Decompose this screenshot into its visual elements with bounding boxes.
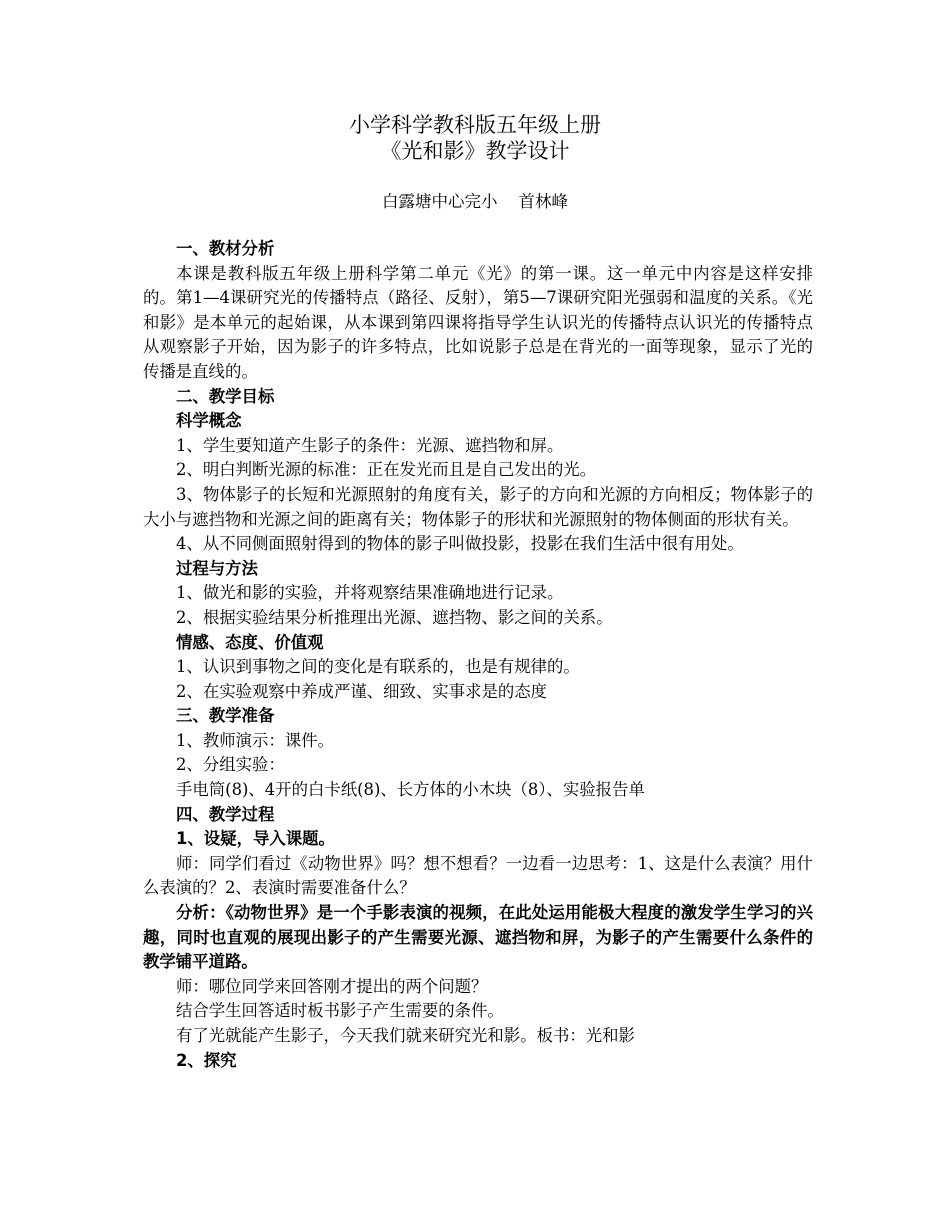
list-item: 4、从不同侧面照射得到的物体的影子叫做投影，投影在我们生活中很有用处。 — [176, 534, 744, 554]
paragraph-topic-intro: 有了光就能产生影子，今天我们就来研究光和影。板书：光和影 — [176, 1026, 635, 1045]
list-item: 手电筒(8)、4开的白卡纸(8)、长方体的小木块（8）、实验报告单 — [176, 780, 645, 800]
paragraph-teacher-ask: 师：哪位同学来回答刚才提出的两个问题？ — [176, 976, 488, 996]
paragraph-teacher-question: 师：同学们看过《动物世界》吗？想不想看？一边看一边思考：1、这是什么表演？用什么表演的？2、表演时需要准备什么？ — [143, 853, 813, 898]
document-title-line1: 小学科学教科版五年级上册 — [349, 113, 601, 137]
list-item: 1、做光和影的实验，并将观察结果准确地进行记录。 — [176, 583, 564, 603]
paragraph-board-note: 结合学生回答适时板书影子产生需要的条件。 — [176, 1001, 504, 1021]
document-body — [143, 237, 813, 1073]
section-heading-textbook-analysis: 一、教材分析 — [176, 239, 275, 258]
section-heading-preparation: 三、教学准备 — [176, 706, 275, 726]
subheading-explore: 2、探究 — [176, 1050, 237, 1070]
list-item: 2、在实验观察中养成严谨、细致、实事求是的态度 — [176, 681, 548, 701]
subheading-introduction: 1、设疑，导入课题。 — [176, 829, 335, 849]
subheading-attitudes-values: 情感、态度、价值观 — [176, 632, 324, 652]
subheading-science-concepts: 科学概念 — [176, 411, 242, 431]
list-item: 2、分组实验： — [176, 755, 285, 775]
list-item: 2、根据实验结果分析推理出光源、遮挡物、影之间的关系。 — [176, 607, 613, 627]
author-line: 白露塘中心完小 首林峰 — [382, 192, 568, 211]
subheading-process-methods: 过程与方法 — [176, 558, 258, 578]
list-item: 1、认识到事物之间的变化是有联系的，也是有规律的。 — [176, 657, 580, 677]
list-item: 3、物体影子的长短和光源照射的角度有关，影子的方向和光源的方向相反；物体影子的大小与遮挡物和光源之间的距离有关；物体影子的形状和光源照射的物体侧面的形状有关。 — [143, 484, 813, 529]
list-item: 1、学生要知道产生影子的条件：光源、遮挡物和屏。 — [176, 435, 564, 455]
paragraph-textbook-analysis: 本课是教科版五年级上册科学第二单元《光》的第一课。这一单元中内容是这样安排的。第1—4课研究光的传播特点（路径、反射），第5—7课研究阳光强弱和温度的关系。《光和影》是本单元的起始课，从本课到第四课将指导学生认识光的传播特点认识光的传播特点从观察影子开始，因为影子的许多特点，比如说影子总是在背光的一面等现象，显示了光的传播是直线的。 — [143, 263, 813, 381]
section-heading-objectives: 二、教学目标 — [176, 386, 275, 406]
paragraph-analysis: 分析：《动物世界》是一个手影表演的视频，在此处运用能极大程度的激发学生学习的兴趣，同时也直观的展现出影子的产生需要光源、遮挡物和屏，为影子的产生需要什么条件的教学铺平道路。 — [143, 903, 813, 972]
section-heading-process: 四、教学过程 — [176, 804, 275, 824]
document-title-line2: 《光和影》教学设计 — [380, 139, 570, 163]
list-item: 2、明白判断光源的标准：正在发光而且是自己发出的光。 — [176, 460, 597, 480]
list-item: 1、教师演示：课件。 — [176, 730, 334, 750]
